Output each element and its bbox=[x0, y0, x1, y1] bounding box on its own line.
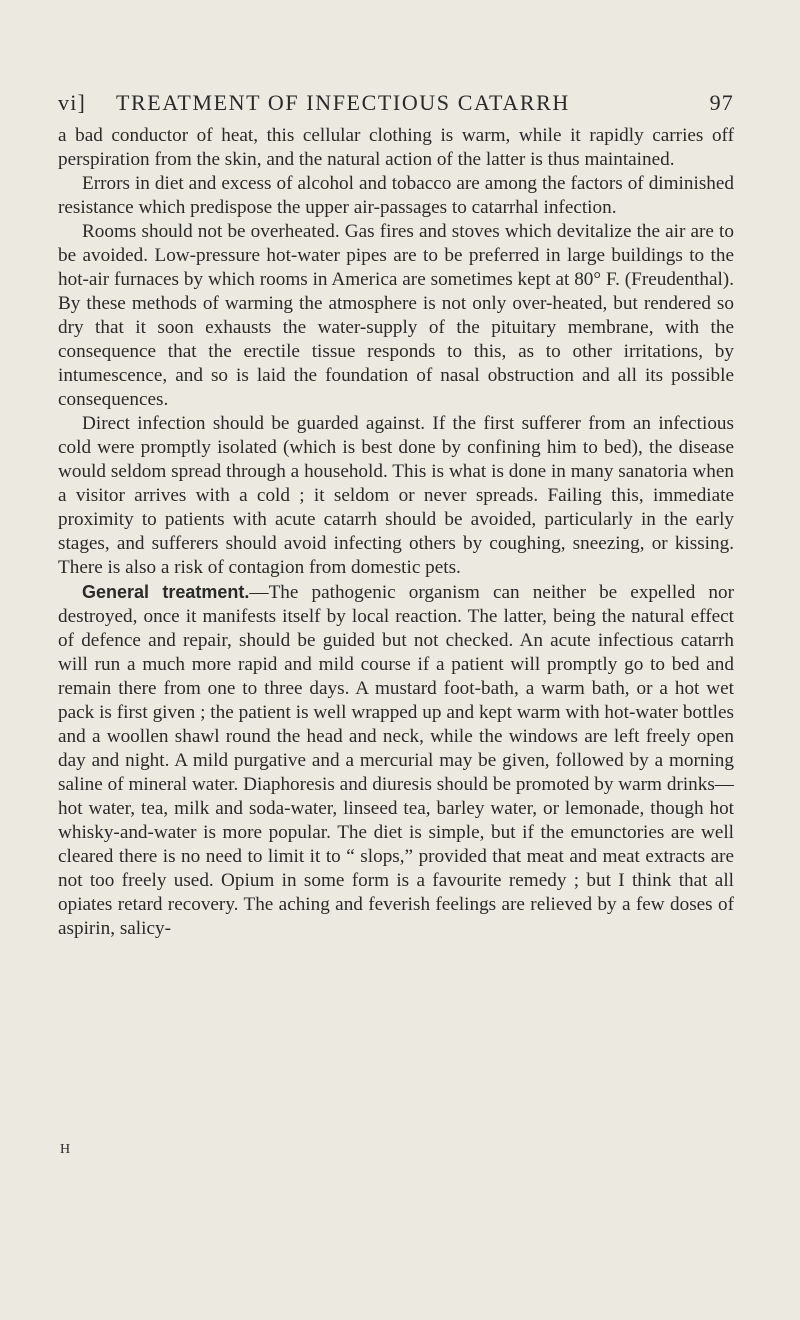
paragraph bbox=[58, 412, 734, 580]
paragraph bbox=[58, 220, 734, 412]
page-number: 97 bbox=[709, 90, 734, 115]
running-head bbox=[58, 90, 734, 120]
paragraph-text: Errors in diet and excess of alcohol and tobacco are among the factors of diminished resistance which predispose the upper air-passages to catarrhal infection. bbox=[58, 173, 734, 218]
section-heading: General treatment. bbox=[82, 582, 250, 602]
paragraph bbox=[58, 580, 734, 941]
body-text bbox=[58, 124, 734, 941]
signature-mark: H bbox=[60, 1142, 71, 1157]
paragraph bbox=[58, 124, 734, 172]
paragraph-text: —The pathogenic organism can neither be expelled nor destroyed, once it manifests itself by local reaction. The latter, being the natural effect of defence and repair, should be guided but not checked. An acute infectious catarrh will run a much more rapid and mild course if a patient will promptly go to bed and remain there from one to three days. A mustard foot-bath, a warm bath, or a hot wet pack is first given ; the patient is well wrapped up and kept warm with hot-water bottles and a woollen shawl round the head and neck, while the windows are left freely open day and night. A mild purgative and a mercurial may be given, followed by a morning saline of mineral water. Diaphoresis and diuresis should be promoted by warm drinks—hot water, tea, milk and soda-water, linseed tea, barley water, or lemonade, though hot whisky-and-water is more popular. The diet is simple, but if the emunctories are well cleared there is no need to limit it to “ slops,” provided that meat and meat extracts are not too freely used. Opium in some form is a favourite remedy ; but I think that all opiates retard recovery. The aching and feverish feelings are relieved by a few doses of aspirin, salicy- bbox=[58, 582, 734, 939]
paragraph bbox=[58, 172, 734, 220]
paragraph-text: Direct infection should be guarded against. If the first sufferer from an infectious cold were promptly isolated (which is best done by confining him to bed), the disease would seldom spread through a household. This is what is done in many sanatoria when a visitor arrives with a cold ; it seldom or never spreads. Failing this, immediate proximity to patients with acute catarrh should be avoided, particularly in the early stages, and sufferers should avoid infecting others by coughing, sneezing, or kissing. There is also a risk of contagion from domestic pets. bbox=[58, 413, 734, 578]
paragraph-text: Rooms should not be overheated. Gas fires and stoves which devitalize the air are to be avoided. Low-pressure hot-water pipes are to be preferred in large buildings to the hot-air furnaces by which rooms in America are sometimes kept at 80° F. (Freudenthal). By these methods of warming the atmosphere is not only over-heated, but rendered so dry that it soon exhausts the water-supply of the pituitary membrane, with the consequence that the erectile tissue responds to this, as to other irritations, by intumescence, and so is laid the foundation of nasal obstruction and all its possible consequences. bbox=[58, 221, 734, 410]
chapter-number: vi] bbox=[58, 90, 87, 115]
paragraph-text: a bad conductor of heat, this cellular clothing is warm, while it rapidly carries off perspiration from the skin, and the natural action of the latter is thus maintained. bbox=[58, 125, 734, 170]
running-title: TREATMENT OF INFECTIOUS CATARRH bbox=[116, 90, 570, 115]
